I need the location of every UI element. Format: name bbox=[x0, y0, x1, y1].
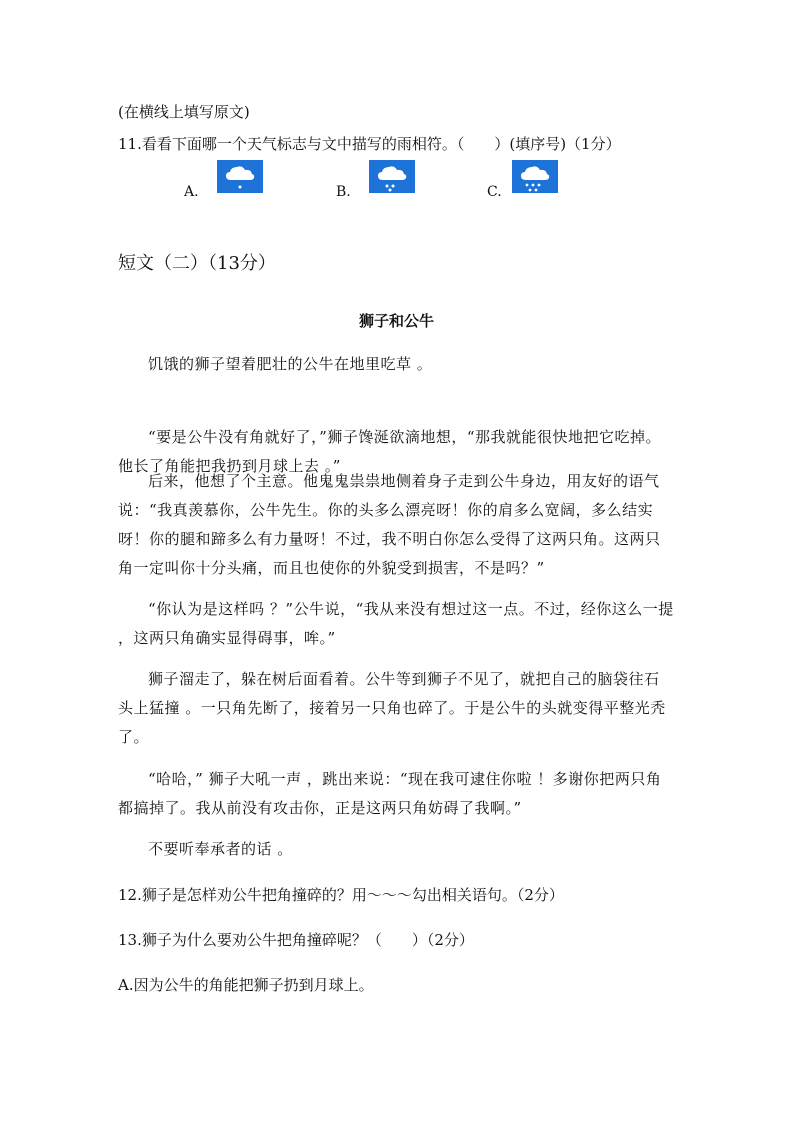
moderate-rain-icon bbox=[369, 160, 415, 193]
heavy-rain-icon bbox=[512, 160, 558, 193]
story-paragraph-3: 后来，他想了个主意。他鬼鬼祟祟地侧着身子走到公牛身边，用友好的语气说：“我真羡慕你，公牛先生。你的头多么漂亮呀！你的肩多么宽阔，多么结实呀！你的腿和蹄多么有力量呀！不过，我不明白你怎么受得了这两只角。这两只角一定叫你十分头痛，而且也使你的外貌受到损害，不是吗？” bbox=[118, 472, 661, 577]
section-heading: 短文（二）（13分） bbox=[118, 253, 276, 274]
question-13: 13.狮子为什么要劝公牛把角撞碎呢？（ ）（2分） bbox=[118, 931, 474, 949]
story-paragraph-7: 不要听奉承者的话 。 bbox=[148, 840, 293, 858]
instruction-text: (在横线上填写原文) bbox=[118, 103, 250, 121]
option-a-label: A. bbox=[184, 184, 199, 200]
question-11: 11.看看下面哪一个天气标志与文中描写的雨相符。（ ）(填序号)（1分） bbox=[118, 135, 621, 153]
option-c-label: C. bbox=[487, 184, 502, 200]
question-13-option-a: A.因为公牛的角能把狮子扔到月球上。 bbox=[118, 976, 374, 994]
light-rain-icon bbox=[217, 160, 263, 193]
option-b-label: B. bbox=[336, 184, 351, 200]
story-title: 狮子和公牛 bbox=[358, 312, 434, 330]
story-paragraph-6: “哈哈，” 狮子大吼一声 ，跳出来说：“现在我可逮住你啦 ！多谢你把两只角都搞掉了。我从前没有攻击你，正是这两只角妨碍了我啊。” bbox=[118, 770, 662, 817]
story-paragraph-2: “要是公牛没有角就好了，”狮子馋涎欲滴地想，“那我就能很快地把它吃掉。他长了角能把我扔到月球上去 。” bbox=[118, 428, 662, 475]
story-paragraph-4: “你认为是这样吗 ？”公牛说，“我从来没有想过这一点。不过，经你这么一提 ，这两只角确实显得碍事，哞。” bbox=[118, 600, 674, 647]
question-12: 12.狮子是怎样劝公牛把角撞碎的？用～～～勾出相关语句。（2分） bbox=[118, 886, 564, 904]
story-paragraph-5: 狮子溜走了，躲在树后面看着。公牛等到狮子不见了，就把自己的脑袋往石头上猛撞 。一只角先断了，接着另一只角也碎了。于是公牛的头就变得平整光秃了。 bbox=[118, 670, 666, 746]
story-paragraph-1: 饥饿的狮子望着肥壮的公牛在地里吃草 。 bbox=[148, 355, 433, 373]
